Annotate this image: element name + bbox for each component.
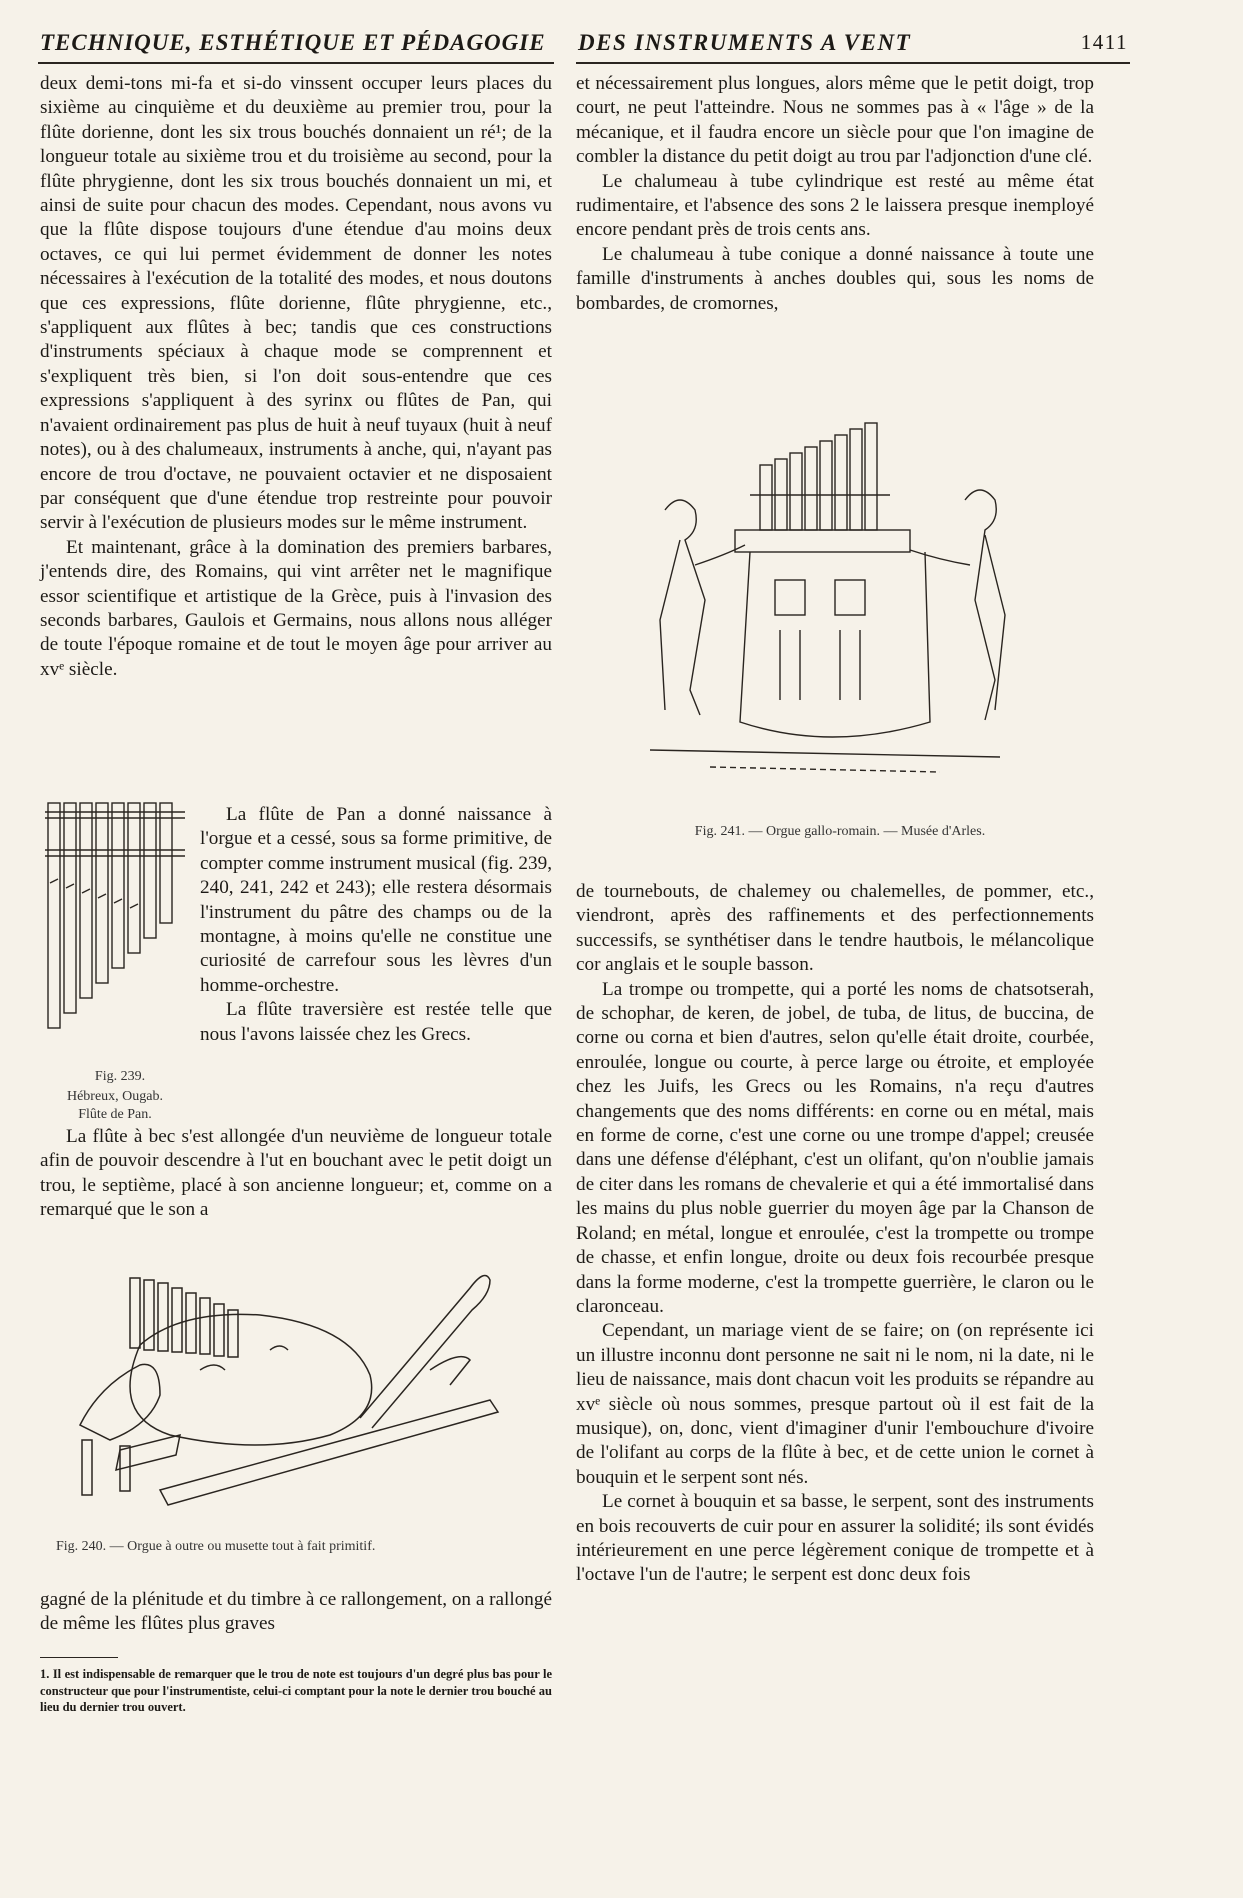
fig-239-title: Hébreux, Ougab.: [66, 1089, 164, 1104]
footnote-rule: [40, 1657, 118, 1658]
running-header-right: [578, 30, 1128, 66]
gallo-roman-organ-illustration: [640, 415, 1060, 805]
right-column-bottom: [576, 880, 1094, 1588]
left-paragraph-4: La flûte traversière est restée telle que nous l'avons laissée chez les Grecs.: [200, 999, 552, 1045]
left-paragraph-2: Et maintenant, grâce à la domination des premiers barbares, j'entends dire, des Romains, qui vint arrêter net le magnifique essor scientifique et artistique de la Grèce, puis à l'invasion des seconds barbares, Gaulois et Germains, nous allons nous alléger de toute l'époque romaine et de tout le moyen âge pour arriver au xvᵉ siècle.: [40, 536, 552, 680]
left-column-wrap: [200, 803, 552, 1047]
right-column-top: [576, 72, 1094, 316]
pan-flute-illustration: [40, 798, 190, 1048]
left-column-bottom: [40, 1588, 552, 1637]
bagpipe-illustration: [60, 1250, 540, 1530]
right-paragraph-4: de tournebouts, de chalemey ou chalemelles, de pommer, etc., viendront, après des raffinements et des perfectionnements successifs, se synthétiser dans le tendre hautbois, le mélancolique cor anglais et le souple basson.: [576, 881, 1094, 976]
figure-241: [640, 415, 1060, 855]
left-paragraph-6: gagné de la plénitude et du timbre à ce rallongement, on a rallongé de même les flûtes plus graves: [40, 1589, 553, 1635]
header-rule-right: [576, 62, 1130, 64]
right-paragraph-6: Cependant, un mariage vient de se faire; on (on représente ici un illustre inconnu dont personne ne sait ni le nom, ni la date, ni le lieu de naissance, mais dont chacun voit les produits se répandre au xvᵉ siècle où nous sommes, presque partout où il est fait de la musique), on, donc, vient d'imaginer d'unir l'embouchure d'ivoire de l'olifant au corps de la flûte à bec, et de cette union le cornet à bouquin et le serpent sont nés.: [576, 1320, 1094, 1488]
right-paragraph-2: Le chalumeau à tube cylindrique est resté au même état rudimentaire, et l'absence des sons 2 le laissera presque inemployé encore pendant près de trois cents ans.: [576, 170, 1094, 241]
running-header-left: TECHNIQUE, ESTHÉTIQUE ET PÉDAGOGIE: [40, 30, 546, 55]
left-paragraph-3: La flûte de Pan a donné naissance à l'orgue et a cessé, sous sa forme primitive, de compter comme instrument musical (fig. 239, 240, 241, 242 et 243); elle restera désormais l'instrument du pâtre des champs ou de la montagne, à moins qu'elle ne constitue une curiosité de carrefour sous les lèvres d'un homme-orchestre.: [200, 804, 552, 996]
fig-239-subtitle: Flûte de Pan.: [78, 1107, 152, 1122]
header-rule-left: [38, 62, 554, 64]
right-paragraph-7: Le cornet à bouquin et sa basse, le serpent, sont des instruments en bois recouverts de cuir pour en assurer la solidité; ils sont évidés intérieurement en une perce légèrement conique de trompette et à l'octave l'un de l'autre; le serpent est donc deux fois: [576, 1491, 1094, 1586]
left-column-mid: [40, 1125, 552, 1223]
left-column-top: [40, 72, 552, 682]
fig-240-caption: Fig. 240. — Orgue à outre ou musette tout à fait primitif.: [56, 1539, 376, 1554]
right-paragraph-3: Le chalumeau à tube conique a donné naissance à toute une famille d'instruments à anches doubles qui, sous les noms de bombardes, de cromornes,: [576, 243, 1094, 314]
page-number: 1411: [1080, 30, 1128, 54]
right-paragraph-1: et nécessairement plus longues, alors même que le petit doigt, trop court, ne peut l'atteindre. Nous ne sommes pas à « l'âge » de la mécanique, et il faudra encore un siècle pour que l'on imagine de combler la distance du petit doigt au trou par l'adjonction d'une clé.: [576, 73, 1094, 168]
fig-241-caption: Fig. 241. — Orgue gallo-romain. — Musée d'Arles.: [694, 824, 986, 839]
running-header-title: DES INSTRUMENTS A VENT: [578, 30, 912, 55]
footnote: 1. Il est indispensable de remarquer que le trou de note est toujours d'un degré plus bas pour le constructeur que pour l'instrumentiste, celui-ci comptant pour la note le dernier trou bouché au lieu du dernier trou ouvert.: [40, 1667, 552, 1714]
fig-239-number: Fig. 239.: [94, 1069, 146, 1084]
left-paragraph-1: deux demi-tons mi-fa et si-do vinssent occuper leurs places du sixième au cinquième et du deuxième au premier trou, pour la flûte dorienne, dont les six trous bouchés donnaient un ré¹; de la longueur totale au sixième trou et du troisième au second, pour la flûte phrygienne, dont les six trous bouchés donnaient un mi, et ainsi de suite pour chacun des modes. Cependant, nous avons vu que la flûte dispose toujours d'une étendue d'au moins deux octaves, ce qui lui permet évidemment de donner les notes nécessaires à l'exécution de la totalité des modes, et nous doutons que ces expressions, flûte dorienne, flûte phrygienne, etc., s'appliquent aux flûtes à bec; tandis que ces constructions d'instruments spéciaux à chaque mode se comprennent et s'expliquent très bien, si l'on doit sous-entendre que ces expressions s'appliquent à des syrinx ou flûtes de Pan, qui n'avaient ordinairement pas plus de huit à neuf tuyaux (huit à neuf notes), ou à des chalumeaux, instruments à anche, qui, n'ayant pas encore de trou d'octave, ne pouvaient octavier et ne disposaient par conséquent que d'une étendue trop restreinte pour pouvoir servir à l'exécution de plusieurs modes sur le même instrument.: [40, 73, 552, 534]
figure-240: [56, 1250, 540, 1560]
right-paragraph-5: La trompe ou trompette, qui a porté les noms de chatsotserah, de schophar, de keren, de jobel, de tuba, de litus, de buccina, de corne ou corna et bien d'autres, selon qu'elle était droite, courbée, enroulée, longue ou courte, à perce large ou étroite, et employée chez les Juifs, les Grecs ou les Romains, n'a reçu d'autres changements que des noms différents: en corne ou en métal, mais en forme de corne, c'est une corne ou une trompe d'appel; creusée dans une défense d'éléphant, c'est un olifant, qu'on n'oublie jamais de citer dans les romans de chevalerie et qui a été immortalisé dans les mains du plus noble guerrier du moyen âge par la Chanson de Roland; en métal, longue et enroulée, c'est la trompette ou trompe de chasse, et enfin longue, droite ou deux fois recourbée presque dans la forme moderne, c'est la trompette guerrière, le claron ou le claronceau.: [576, 978, 1094, 1317]
left-paragraph-5: La flûte à bec s'est allongée d'un neuvième de longueur totale afin de pouvoir descendre à l'ut en bouchant avec le petit doigt un trou, le septième, placé à son ancienne longueur; et, comme on a remarqué que le son a: [40, 1126, 552, 1221]
figure-239: [40, 798, 190, 1122]
